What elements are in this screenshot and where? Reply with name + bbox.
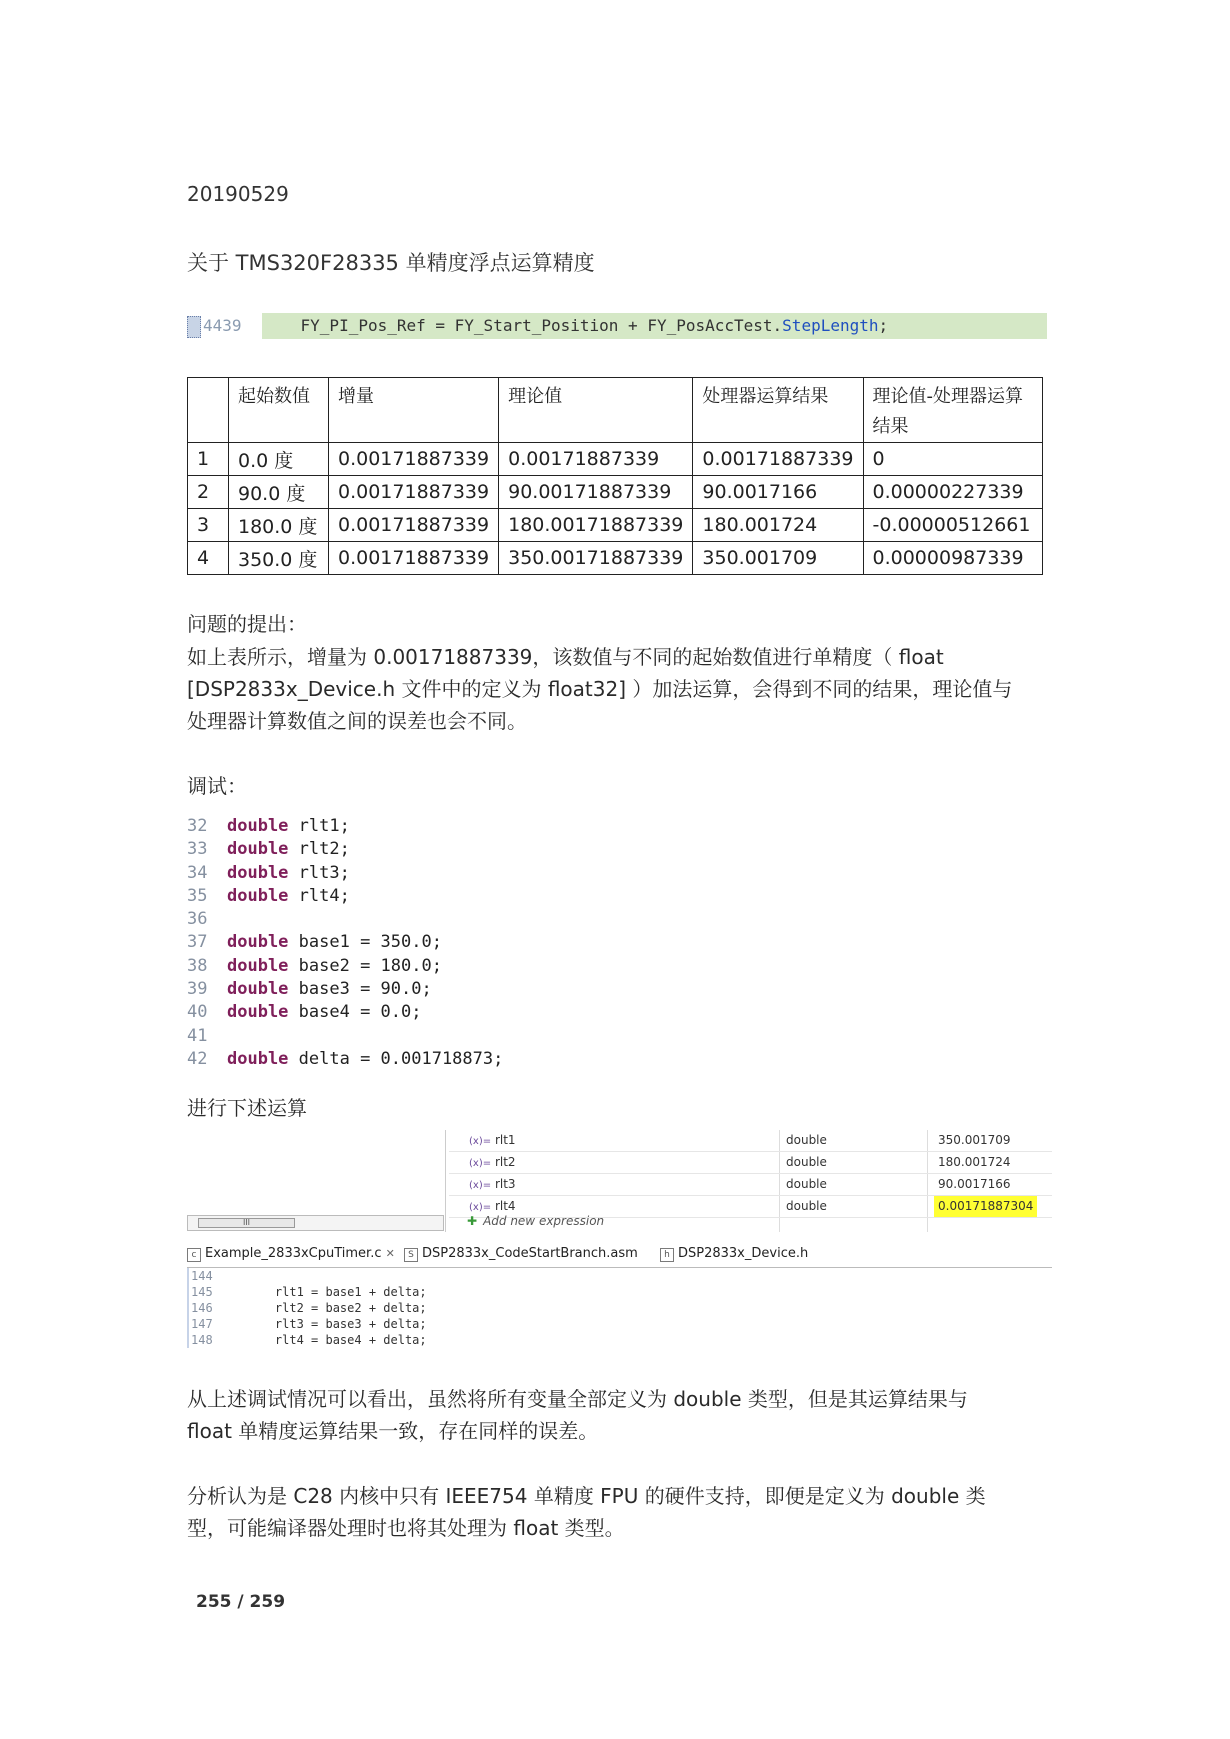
code-text: delta = 0.001718873; [288, 1048, 504, 1069]
line-number: 39 [187, 979, 208, 1000]
table-row [188, 476, 1043, 509]
conclusion-line-2: float 单精度运算结果一致，存在同样的误差。 [187, 1419, 599, 1443]
close-icon[interactable]: ✕ [385, 1247, 395, 1260]
code-line [187, 1001, 503, 1024]
code-text: rlt4 = base4 + delta; [246, 1333, 427, 1347]
conclusion-line-1: 从上述调试情况可以看出，虽然将所有变量全部定义为 double 类型，但是其运算结果与 [187, 1387, 968, 1411]
asm-file-icon: S [404, 1248, 418, 1262]
code-keyword: double [227, 979, 289, 1000]
code-keyword: double [227, 955, 289, 976]
code-listing [187, 815, 503, 1071]
code-line [189, 1300, 427, 1316]
line-number: 147 [191, 1317, 213, 1331]
code-keyword: double [227, 1002, 289, 1023]
analysis-line-2: 型，可能编译器处理时也将其处理为 float 类型。 [187, 1516, 625, 1540]
code-text: rlt3 = base3 + delta; [246, 1317, 427, 1331]
code-line [189, 1332, 427, 1348]
code-line [187, 885, 503, 908]
editor-tab-bar [187, 1243, 1052, 1268]
table-cell: 0.00171887339 [499, 443, 693, 476]
table-cell: 0.00171887339 [329, 443, 499, 476]
snippet-line-number [187, 313, 257, 339]
table-cell: 3 [188, 509, 229, 542]
variable-icon: (x)= [469, 1180, 492, 1191]
line-number: 38 [187, 955, 208, 976]
expression-value[interactable]: 180.001724 [938, 1155, 1011, 1169]
problem-line-2: [DSP2833x_Device.h 文件中的定义为 float32] ）加法运算，会得到不同的结果，理论值与 [187, 677, 1013, 701]
expression-row[interactable] [449, 1152, 1052, 1174]
line-number: 40 [187, 1002, 208, 1023]
line-number: 33 [187, 839, 208, 860]
table-header-cell [188, 378, 229, 443]
line-number: 37 [187, 932, 208, 953]
tab-label: Example_2833xCpuTimer.c [205, 1246, 382, 1261]
code-text: rlt2; [288, 839, 350, 860]
table-header-cell: 处理器运算结果 [693, 378, 863, 443]
code-text: base3 = 90.0; [288, 979, 432, 1000]
table-cell: 0.00171887339 [329, 476, 499, 509]
table-row [188, 443, 1043, 476]
expression-type: double [786, 1155, 827, 1169]
instruction-pointer-icon [187, 316, 201, 338]
table-cell: 0 [863, 443, 1042, 476]
code-line [187, 1048, 503, 1071]
problem-line-1: 如上表所示，增量为 0.00171887339，该数值与不同的起始数值进行单精度（ float [187, 645, 944, 669]
code-keyword: double [227, 1048, 289, 1069]
editor-code [187, 1268, 427, 1348]
variable-icon: (x)= [469, 1136, 492, 1147]
table-header-row [188, 378, 1043, 443]
table-cell: 0.0 度 [229, 443, 329, 476]
table-header-cell: 增量 [329, 378, 499, 443]
tab-label: DSP2833x_Device.h [678, 1246, 809, 1261]
expression-type: double [786, 1177, 827, 1191]
line-number: 42 [187, 1048, 208, 1069]
line-number: 148 [191, 1333, 213, 1347]
page-number: 255 / 259 [196, 1592, 286, 1612]
code-line [187, 931, 503, 954]
problem-line-3: 处理器计算数值之间的误差也会不同。 [187, 709, 527, 733]
expression-type: double [786, 1199, 827, 1213]
expression-value[interactable]: 90.0017166 [938, 1177, 1011, 1191]
c-file-icon: c [187, 1248, 201, 1262]
line-number: 34 [187, 862, 208, 883]
code-line [187, 838, 503, 861]
section-title: 关于 TMS320F28335 单精度浮点运算精度 [187, 251, 595, 275]
tab-cpu-timer-c[interactable] [187, 1246, 395, 1262]
tab-device-h[interactable] [660, 1246, 808, 1262]
code-snippet-top [187, 313, 1047, 339]
expression-type: double [786, 1133, 827, 1147]
expression-row[interactable] [449, 1130, 1052, 1152]
table-cell: 180.00171887339 [499, 509, 693, 542]
code-text: base4 = 0.0; [288, 1002, 422, 1023]
code-text: rlt1 = base1 + delta; [246, 1285, 427, 1299]
code-keyword: double [227, 932, 289, 953]
code-keyword: double [227, 862, 289, 883]
horizontal-scrollbar[interactable] [187, 1215, 444, 1231]
table-row [188, 509, 1043, 542]
header-file-icon: h [660, 1248, 674, 1262]
expression-name-label: rlt2 [494, 1155, 516, 1169]
table-cell: -0.00000512661 [863, 509, 1042, 542]
snippet-code-end: ; [878, 316, 889, 335]
code-line [187, 955, 503, 978]
expression-value-highlighted[interactable]: 0.00171887304 [934, 1196, 1037, 1217]
code-line [187, 908, 503, 931]
line-number: 41 [187, 1025, 208, 1046]
table-cell: 0.00171887339 [329, 542, 499, 575]
add-expression-button[interactable] [467, 1214, 604, 1228]
code-line [187, 815, 503, 838]
line-number: 145 [191, 1285, 213, 1299]
problem-heading: 问题的提出： [187, 612, 307, 636]
expression-row[interactable] [449, 1174, 1052, 1196]
code-line [187, 978, 503, 1001]
table-cell: 4 [188, 542, 229, 575]
panel-divider [445, 1130, 446, 1232]
expression-name-label: rlt1 [494, 1133, 516, 1147]
code-line [187, 862, 503, 885]
expression-name [469, 1174, 516, 1196]
table-cell: 180.001724 [693, 509, 863, 542]
expression-name [469, 1130, 516, 1152]
code-text: rlt3; [288, 862, 350, 883]
tab-label: DSP2833x_CodeStartBranch.asm [422, 1246, 638, 1261]
code-text: base2 = 180.0; [288, 955, 442, 976]
code-text: rlt2 = base2 + delta; [246, 1301, 427, 1315]
code-text: rlt4; [288, 885, 350, 906]
table-cell: 0.00171887339 [693, 443, 863, 476]
tab-code-start-branch-asm[interactable] [404, 1246, 638, 1262]
table-cell: 90.00171887339 [499, 476, 693, 509]
snippet-code-text: FY_PI_Pos_Ref = FY_Start_Position + FY_PosAccTest. [262, 316, 783, 335]
snippet-code-field: StepLength [782, 316, 879, 335]
line-number: 35 [187, 885, 208, 906]
add-expression-label: Add new expression [483, 1214, 605, 1228]
code-text: base1 = 350.0; [288, 932, 442, 953]
table-cell: 180.0 度 [229, 509, 329, 542]
line-number: 144 [191, 1269, 213, 1283]
table-cell: 0.00000987339 [863, 542, 1042, 575]
debug-heading: 调试： [187, 774, 247, 798]
table-cell: 350.00171887339 [499, 542, 693, 575]
operation-heading: 进行下述运算 [187, 1096, 307, 1120]
line-number: 146 [191, 1301, 213, 1315]
table-header-cell: 理论值 [499, 378, 693, 443]
expression-name-label: rlt3 [494, 1177, 516, 1191]
table-header-cell: 起始数值 [229, 378, 329, 443]
table-header-cell: 理论值-处理器运算结果 [863, 378, 1042, 443]
highlighted-code-line [262, 313, 1047, 339]
code-line [189, 1316, 427, 1332]
code-line [187, 1025, 503, 1048]
code-keyword: double [227, 885, 289, 906]
expression-name-label: rlt4 [494, 1199, 516, 1213]
analysis-line-1: 分析认为是 C28 内核中只有 IEEE754 单精度 FPU 的硬件支持，即便是定义为 double 类 [187, 1484, 986, 1508]
expressions-grid [449, 1130, 1052, 1228]
expression-value[interactable]: 350.001709 [938, 1133, 1011, 1147]
table-cell: 1 [188, 443, 229, 476]
expressions-panel [187, 1130, 1052, 1250]
table-cell: 0.00171887339 [329, 509, 499, 542]
table-cell: 2 [188, 476, 229, 509]
code-keyword: double [227, 816, 289, 836]
line-number: 32 [187, 816, 208, 836]
code-keyword: double [227, 839, 289, 860]
code-text: rlt1; [288, 816, 350, 836]
plus-icon: ✚ [467, 1214, 478, 1228]
precision-table [187, 377, 1043, 575]
table-cell: 90.0 度 [229, 476, 329, 509]
code-line [189, 1268, 427, 1284]
table-cell: 90.0017166 [693, 476, 863, 509]
line-number: 36 [187, 909, 208, 930]
table-cell: 0.00000227339 [863, 476, 1042, 509]
code-line [189, 1284, 427, 1300]
table-row [188, 542, 1043, 575]
expression-name [469, 1152, 516, 1174]
table-cell: 350.0 度 [229, 542, 329, 575]
scrollbar-thumb[interactable]: III [198, 1218, 295, 1228]
table-cell: 350.001709 [693, 542, 863, 575]
variable-icon: (x)= [469, 1202, 492, 1213]
snippet-line-label: 4439 [203, 316, 242, 335]
document-date: 20190529 [187, 182, 289, 206]
variable-icon: (x)= [469, 1158, 492, 1169]
